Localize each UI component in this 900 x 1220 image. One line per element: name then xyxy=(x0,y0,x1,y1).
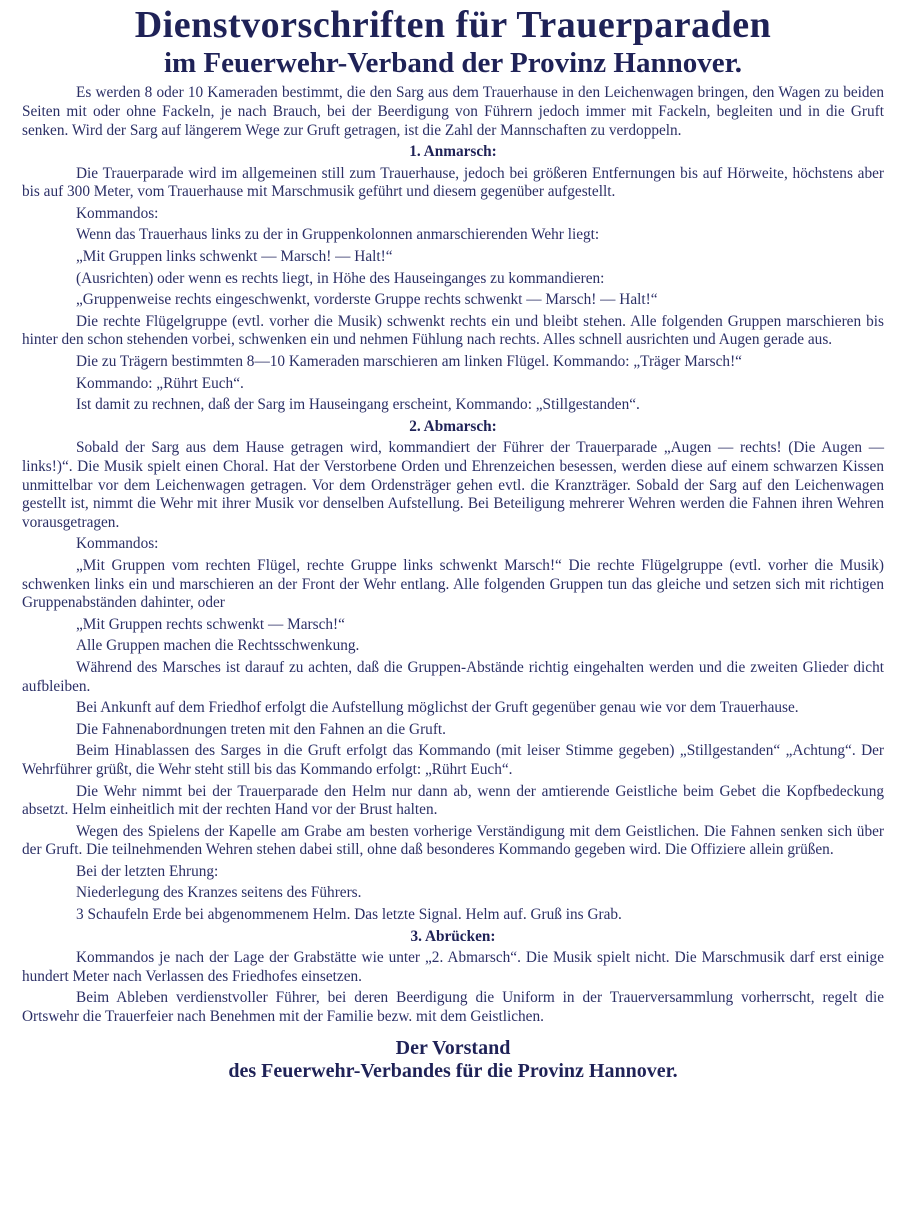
paragraph: Beim Ableben verdienstvoller Führer, bei deren Beerdigung die Uniform in der Trauerversammlung vorherrscht, regelt die Ortswehr die Trauerfeier nach Benehmen mit der Familie bezw. mit dem Geistlichen. xyxy=(22,989,884,1026)
document-title xyxy=(22,6,884,78)
paragraph: Bei der letzten Ehrung: xyxy=(76,862,219,880)
paragraph: Kommandos: xyxy=(76,204,159,222)
paragraph: „Mit Gruppen vom rechten Flügel, rechte Gruppe links schwenkt Marsch!“ Die rechte Flügelgruppe (evtl. vorher die Musik) schwenken links ein und marschieren an der Front der Wehr entlang. Alle folgenden Gruppen tun das gleiche und setzen sich mit richtigen Gruppenabständen dahinter, oder xyxy=(22,556,884,612)
paragraph: Die Wehr nimmt bei der Trauerparade den Helm nur dann ab, wenn der amtierende Geistliche beim Gebet die Kopfbedeckung absetzt. Helm einheitlich mit der rechten Hand vor der Brust halten. xyxy=(22,782,884,819)
paragraph: (Ausrichten) oder wenn es rechts liegt, in Höhe des Hauseinganges zu kommandieren: xyxy=(76,269,605,287)
paragraph: Kommandos: xyxy=(76,535,159,553)
paragraph: „Mit Gruppen rechts schwenkt — Marsch!“ xyxy=(76,615,345,633)
paragraph: Kommando: „Rührt Euch“. xyxy=(76,374,244,392)
paragraph: Die rechte Flügelgruppe (evtl. vorher die Musik) schwenkt rechts ein und bleibt stehen. Alle folgenden Gruppen marschieren bis hinter den schon stehenden vorbei, schwenken ein und nehmen Fühlung nach rechts. Alles schnell ausrichten und Augen gerade aus. xyxy=(22,312,884,349)
paragraph: Wenn das Trauerhaus links zu der in Gruppenkolonnen anmarschierenden Wehr liegt: xyxy=(76,226,600,244)
document-body xyxy=(22,84,884,1026)
paragraph: „Mit Gruppen links schwenkt — Marsch! — Halt!“ xyxy=(76,248,393,266)
signature-line-2: des Feuerwehr-Verbandes für die Provinz Hannover. xyxy=(228,1059,678,1082)
paragraph: Ist damit zu rechnen, daß der Sarg im Hauseingang erscheint, Kommando: „Stillgestanden“. xyxy=(76,396,640,414)
title-line-1: Dienstvorschriften für Trauerparaden xyxy=(134,4,772,46)
paragraph: Niederlegung des Kranzes seitens des Führers. xyxy=(76,884,362,902)
paragraph: „Gruppenweise rechts eingeschwenkt, vorderste Gruppe rechts schwenkt — Marsch! — Halt!“ xyxy=(76,291,658,309)
section-heading: 3. Abrücken: xyxy=(410,927,496,945)
paragraph: Kommandos je nach der Lage der Grabstätte wie unter „2. Abmarsch“. Die Musik spielt nicht. Die Marschmusik darf erst einige hundert Meter nach Verlassen des Friedhofes einsetzen. xyxy=(22,949,884,985)
title-line-2: im Feuerwehr-Verband der Provinz Hannover. xyxy=(163,46,743,79)
signature-line-1: Der Vorstand xyxy=(395,1036,511,1059)
paragraph: Die zu Trägern bestimmten 8—10 Kameraden marschieren am linken Flügel. Kommando: „Träger Marsch!“ xyxy=(76,353,742,371)
paragraph: Während des Marsches ist darauf zu achten, daß die Gruppen-Abstände richtig eingehalten werden und die zweiten Glieder dicht aufbleiben. xyxy=(22,658,884,695)
section-heading: 1. Anmarsch: xyxy=(409,143,497,161)
paragraph: Beim Hinablassen des Sarges in die Gruft erfolgt das Kommando (mit leiser Stimme gegeben) „Stillgestanden“ „Achtung“. Der Wehrführer grüßt, die Wehr steht still bis das Kommando erfolgt: „Rührt Euch“. xyxy=(22,742,884,778)
section-heading: 2. Abmarsch: xyxy=(409,417,497,435)
paragraph: Es werden 8 oder 10 Kameraden bestimmt, die den Sarg aus dem Trauerhause in den Leichenwagen bringen, den Wagen zu beiden Seiten mit oder ohne Fackeln, je nach Brauch, bei der Beerdigung von Führern jedoch immer mit Fackeln, begleiten und in die Gruft senken. Wird der Sarg auf längerem Wege zur Gruft getragen, ist die Zahl der Mannschaften zu verdoppeln. xyxy=(22,84,884,139)
paragraph: Wegen des Spielens der Kapelle am Grabe am besten vorherige Verständigung mit dem Geistlichen. Die Fahnen senken sich über der Gruft. Die teilnehmenden Wehren stehen dabei still, ohne daß besonderes Kommando gegeben wird. Die Offiziere allein grüßen. xyxy=(22,822,884,859)
paragraph: Bei Ankunft auf dem Friedhof erfolgt die Aufstellung möglichst der Gruft gegenüber genau wie vor dem Trauerhause. xyxy=(76,699,799,717)
paragraph: 3 Schaufeln Erde bei abgenommenem Helm. Das letzte Signal. Helm auf. Gruß ins Grab. xyxy=(76,906,622,924)
paragraph: Sobald der Sarg aus dem Hause getragen wird, kommandiert der Führer der Trauerparade „Augen — rechts! (Die Augen — links!)“. Die Musik spielt einen Choral. Hat der Verstorbene Orden und Ehrenzeichen besessen, werden diese auf einem schwarzen Kissen unmittelbar vor dem Leichenwagen getragen. Vor dem Ordensträger gehen evtl. die Kranzträger. Sobald der Sarg auf den Leichenwagen gestellt ist, nimmt die Wehr mit ihrer Musik vor denselben Aufstellung. Bei Beteiligung mehrerer Wehren werden die Fahnen ihren Wehren vorausgetragen. xyxy=(22,439,884,531)
paragraph: Die Fahnenabordnungen treten mit den Fahnen an die Gruft. xyxy=(76,720,446,738)
signature-block xyxy=(22,1037,884,1083)
paragraph: Die Trauerparade wird im allgemeinen still zum Trauerhause, jedoch bei größeren Entfernungen bis auf Hörweite, höchstens aber bis auf 300 Meter, vom Trauerhause mit Marschmusik geführt und diesem gegenüber aufgestellt. xyxy=(22,164,884,201)
paragraph: Alle Gruppen machen die Rechtsschwenkung. xyxy=(76,637,360,655)
